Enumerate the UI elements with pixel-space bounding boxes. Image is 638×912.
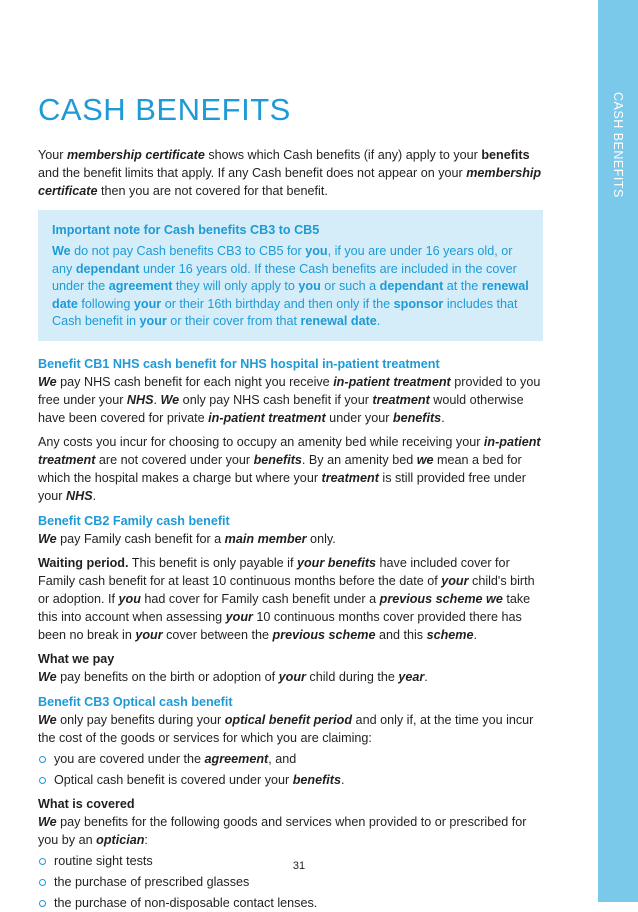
cb2-paragraph-1: We pay Family cash benefit for a main member only. <box>38 531 336 546</box>
bullet-icon <box>39 879 46 886</box>
list-item: you are covered under the agreement, and <box>38 750 543 768</box>
list-item: routine sight tests <box>38 852 543 870</box>
cb3-paragraph-1: We only pay benefits during your optical benefit period and only if, at the time you incur the cost of the goods or services for which you are claiming: <box>38 712 534 745</box>
intro-paragraph: Your membership certificate shows which Cash benefits (if any) apply to your benefits and the benefit limits that apply. If any Cash benefit does not appear on your membership certificate then you are not covered for that benefit. <box>38 148 542 198</box>
what-is-covered-heading: What is covered <box>38 796 135 811</box>
cb3-paragraph-2: We pay benefits for the following goods and services when provided to or prescribed for you by an optician: <box>38 814 527 847</box>
bullet-icon <box>39 777 46 784</box>
list-item: the purchase of non-disposable contact lenses. <box>38 894 543 912</box>
cb3-conditions-list <box>38 750 543 789</box>
important-note-box <box>38 210 543 341</box>
page-title: CASH BENEFITS <box>38 92 291 127</box>
list-item: Optical cash benefit is covered under your benefits. <box>38 771 543 789</box>
list-item: the purchase of prescribed glasses <box>38 873 543 891</box>
cb2-heading: Benefit CB2 Family cash benefit <box>38 513 230 528</box>
cb2-paragraph-2: Waiting period. This benefit is only payable if your benefits have included cover for Family cash benefit for at least 10 continuous months before the date of your child's birth or adoption. If you had cover for Family cash benefit under a previous scheme we take this into account when assessing your 10 continuous months cover provided there has been no break in your cover between the previous scheme and this scheme. <box>38 555 535 642</box>
side-tab-label: CASH BENEFITS <box>611 92 625 198</box>
cb1-paragraph-2: Any costs you incur for choosing to occupy an amenity bed while receiving your in-patient treatment are not covered under your benefits. By an amenity bed we mean a bed for which the hospital makes a charge but where your treatment is still provided free under your NHS. <box>38 434 541 503</box>
cb1-paragraph-1: We pay NHS cash benefit for each night you receive in-patient treatment provided to you free under your NHS. We only pay NHS cash benefit if your treatment would otherwise have been covered for private in-patient treatment under your benefits. <box>38 374 541 425</box>
cb1-heading: Benefit CB1 NHS cash benefit for NHS hospital in-patient treatment <box>38 356 440 371</box>
cb3-heading: Benefit CB3 Optical cash benefit <box>38 694 233 709</box>
important-note-title: Important note for Cash benefits CB3 to CB5 <box>52 223 320 237</box>
cb2-paragraph-3: We pay benefits on the birth or adoption of your child during the year. <box>38 669 428 684</box>
bullet-icon <box>39 900 46 907</box>
page-number: 31 <box>292 860 306 872</box>
content <box>38 146 543 912</box>
important-note-body: We do not pay Cash benefits CB3 to CB5 for you, if you are under 16 years old, or any dependant under 16 years old. If these Cash benefits are included in the cover under the agreement they will only apply to you or such a dependant at the renewal date following your or their 16th birthday and then only if the sponsor includes that Cash benefit in your or their cover from that renewal date. <box>52 244 529 328</box>
what-we-pay-heading: What we pay <box>38 651 115 666</box>
bullet-icon <box>39 756 46 763</box>
